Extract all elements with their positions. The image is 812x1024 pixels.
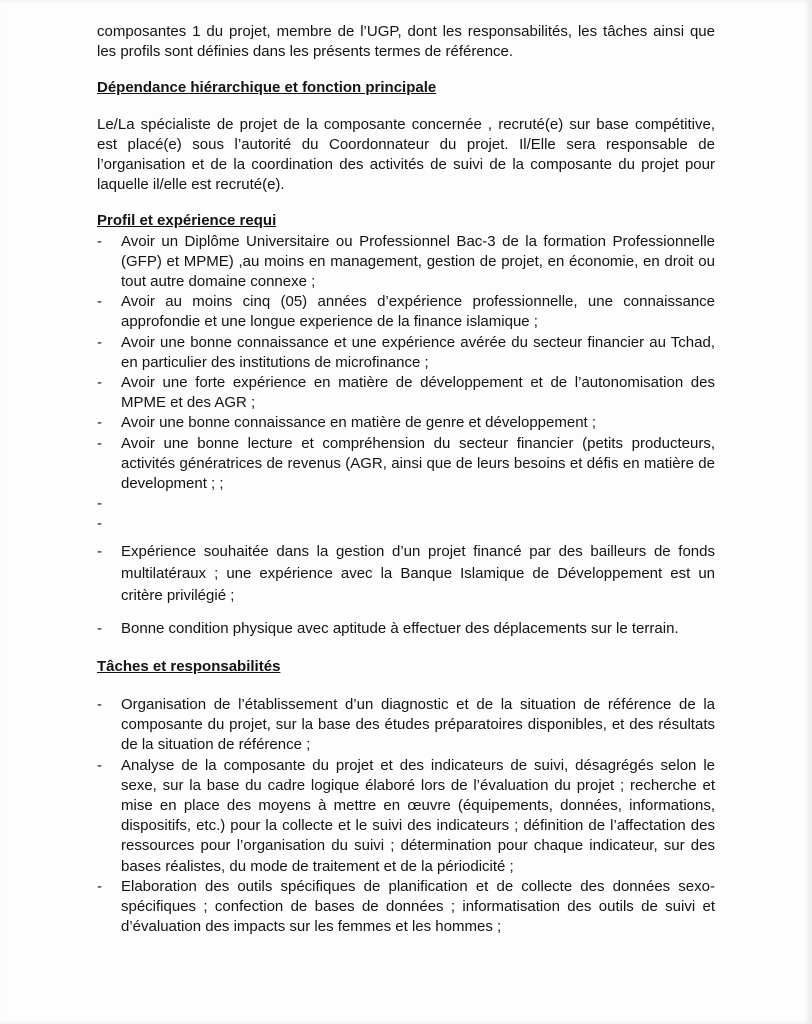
list-item (97, 232, 715, 293)
list-item (97, 541, 715, 607)
list-item (97, 434, 715, 495)
bullet-dash: - (97, 515, 102, 533)
list-item-text: Avoir une bonne lecture et compréhension du secteur financier (petits producteurs, activités génératrices de revenus (AGR, ainsi que de leurs besoins et défis en matière de development ; ; (121, 434, 715, 493)
list-item (97, 333, 715, 373)
list-item-text: Bonne condition physique avec aptitude à effectuer des déplacements sur le terrain. (121, 619, 679, 637)
list-item-text: Avoir au moins cinq (05) années d’expérience professionnelle, une connaissance approfondie et une longue experience de la finance islamique ; (121, 293, 715, 331)
taches-list (97, 695, 715, 937)
bullet-dash: - (97, 232, 102, 250)
bullet-dash: - (97, 877, 102, 895)
list-item (97, 756, 715, 877)
list-item-text: Analyse de la composante du projet et des indicateurs de suivi, désagrégés selon le sexe, sur la base du cadre logique élaboré lors de l’évaluation du projet ; recherche et mise en place des moyens à mettre en œuvre (équipements, données, informations, dispositifs, etc.) pour la collecte et le suivi des indicateurs ; définition de l’affectation des ressources pour l’organisation du suivi ; détermination pour chaque indicateur, sur des bases réalistes, du mode de traitement et de la périodicité ; (121, 756, 715, 875)
list-item-text: Avoir une forte expérience en matière de développement et de l’autonomisation des MPME et des AGR ; (121, 374, 715, 412)
bullet-dash: - (97, 293, 102, 311)
list-item-empty (97, 514, 715, 534)
list-item (97, 695, 715, 756)
bullet-dash: - (97, 619, 102, 637)
bullet-dash: - (97, 495, 102, 513)
bullet-dash: - (97, 434, 102, 452)
list-item-text: Avoir une bonne connaissance en matière de genre et développement ; (121, 414, 597, 432)
heading-taches: Tâches et responsabilités (97, 657, 281, 675)
profil-list (97, 232, 715, 639)
list-item-text: Organisation de l’établissement d’un diagnostic et de la situation de référence de la composante du projet, sur la base des études préparatoires disponibles, et des résultats de la situation de référence ; (121, 696, 715, 754)
bullet-dash: - (97, 333, 102, 351)
heading-dependance: Dépendance hiérarchique et fonction principale (97, 79, 437, 97)
bullet-dash: - (97, 374, 102, 392)
list-item-text: Elaboration des outils spécifiques de planification et de collecte des données sexo-spécifiques ; confection de bases de données ; informatisation des outils de suivi et d’évaluation des impacts sur les femmes et les hommes ; (121, 877, 715, 936)
intro-paragraph: composantes 1 du projet, membre de l’UGP, dont les responsabilités, les tâches ainsi que les profils sont définies dans les présents termes de référence. (97, 23, 715, 61)
heading-profil: Profil et expérience requi (97, 212, 277, 230)
list-item (97, 413, 715, 433)
list-item (97, 877, 715, 938)
bullet-dash: - (97, 414, 102, 432)
list-item (97, 619, 715, 639)
list-item-text: Expérience souhaitée dans la gestion d’un projet financé par des bailleurs de fonds multilatéraux ; une expérience avec la Banque Islamique de Développement est un critère privilégié ; (121, 542, 715, 604)
document-body (97, 22, 715, 937)
list-item (97, 292, 715, 332)
list-item-text: Avoir un Diplôme Universitaire ou Professionnel Bac-3 de la formation Professionnelle (GFP) et MPME) ,au moins en management, gestion de projet, en économie, en droit ou tout autre domaine connexe ; (121, 232, 715, 291)
list-item-text: Avoir une bonne connaissance et une expérience avérée du secteur financier au Tchad, en particulier des institutions de microfinance ; (121, 333, 715, 371)
bullet-dash: - (97, 756, 102, 774)
list-item-empty (97, 494, 715, 514)
list-item (97, 373, 715, 413)
bullet-dash: - (97, 542, 102, 560)
dependance-paragraph: Le/La spécialiste de projet de la composante concernée , recruté(e) sur base compétitive, est placé(e) sous l’autorité du Coordonnateur du projet. Il/Elle sera responsable de l’organisation et de la coordination des activités de suivi de la composante du projet pour laquelle il/elle est recruté(e). (97, 115, 715, 194)
bullet-dash: - (97, 696, 102, 714)
